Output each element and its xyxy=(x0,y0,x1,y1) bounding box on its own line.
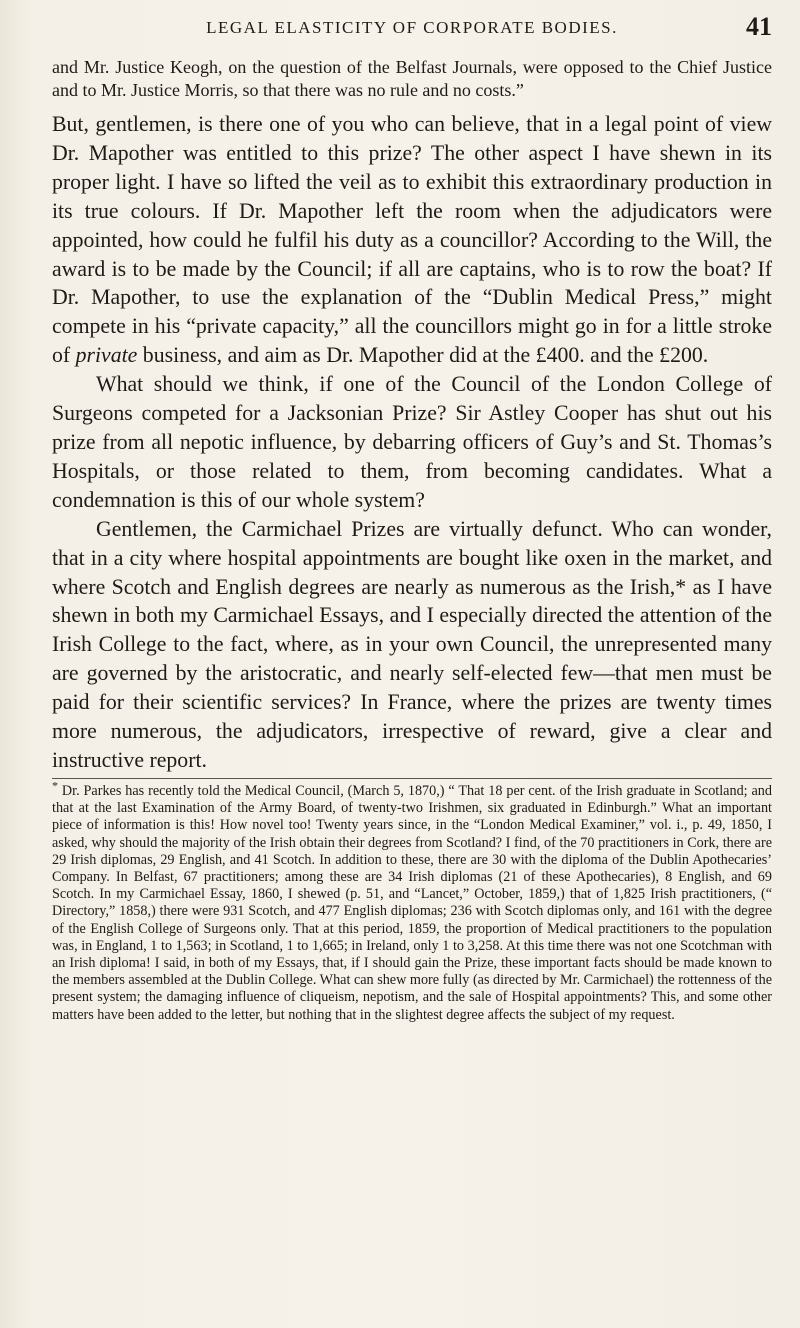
footnote-rule xyxy=(52,778,772,779)
footnote-text: Dr. Parkes has recently told the Medical Council, (March 5, 1870,) “ That 18 per cent. of the Irish graduate in Scotland; and that at the last Examination of the Army Board, of twenty-two Irishmen, six graduated in Edinburgh.” What an important piece of information is this! How novel too! Twenty years since, in the “London Medical Examiner,” vol. i., p. 49, 1850, I asked, why should the majority of the Irish obtain their degrees from Scotland? I find, of the 70 practitioners in Cork, there are 29 Irish diplomas, 29 English, and 41 Scotch. In addition to these, there are 30 with the diploma of the Dublin Apothecaries’ Company. In Belfast, 67 practitioners; among these are 34 Irish diplomas (21 of these Apothecaries), 8 English, and 69 Scotch. In my Carmichael Essay, 1860, I shewed (p. 51, and “Lancet,” October, 1859,) that of 1,825 Irish practitioners, (“ Directory,” 1858,) there were 931 Scotch, and 477 English diplomas; 236 with Scotch diplomas only, and 161 with the degree of the English College of Surgeons only. That at this period, 1859, the proportion of Medical practitioners to the population was, in England, 1 to 1,563; in Scotland, 1 to 1,665; in Ireland, only 1 to 3,258. At this time there was not one Scotchman with an Irish diploma! I said, in both of my Essays, that, if I should gain the Prize, these important facts should be made known to the members assembled at the Dublin College. What can shew more fully (as directed by Mr. Carmichael) the rottenness of the present system; the damaging influence of cliqueism, nepotism, and the sale of Hospital appointments? This, and some other matters have been added to the letter, but nothing that in the slightest degree affects the subject of my request. xyxy=(52,783,772,1023)
paragraph-text-end: business, and aim as Dr. Mapother did at the £400. and the £200. xyxy=(137,343,709,368)
page-number: 41 xyxy=(746,12,772,41)
footnote xyxy=(52,778,772,1024)
footnote-mark: * xyxy=(52,778,58,793)
paragraph-london-college xyxy=(52,370,772,515)
body-text xyxy=(52,56,772,775)
paragraph-text: But, gentlemen, is there one of you who can believe, that in a legal point of view Dr. Mapother was entitled to this prize? The other aspect I have shewn in its proper light. I have so lifted the veil as to exhibit this extraordinary production in its true colours. If Dr. Mapother left the room when the adjudicators were appointed, how could he fulfil his duty as a councillor? According to the Will, the award is to be made by the Council; if all are captains, who is to row the boat? If Dr. Mapother, to use the explanation of the “Dublin Medical Press,” might compete in his “private capacity,” all the councillors might go in for a little stroke of xyxy=(52,112,772,368)
paragraph-prize-question xyxy=(52,110,772,370)
continued-quote-paragraph: and Mr. Justice Keogh, on the question of the Belfast Journals, were opposed to the Chief Justice and to Mr. Justice Morris, so that there was no rule and no costs.” xyxy=(52,57,772,100)
running-head: LEGAL ELASTICITY OF CORPORATE BODIES. xyxy=(206,18,618,37)
paragraph-text: Gentlemen, the Carmichael Prizes are virtually defunct. Who can wonder, that in a city where hospital appointments are bought like oxen in the market, and where Scotch and English degrees are nearly as numerous as the Irish,* as I have shewn in both my Carmichael Essays, and I especially directed the attention of the Irish College to the fact, where, as in your own Council, the unrepresented many are governed by the aristocratic, and nearly self-elected few—that men must be paid for their scientific services? In France, where the prizes are twenty times more numerous, the adjudicators, irrespective of reward, give a clear and instructive report. xyxy=(52,516,772,772)
paragraph-text: What should we think, if one of the Council of the London College of Surgeons competed for a Jacksonian Prize? Sir Astley Cooper has shut out his prize from all nepotic influence, by debarring officers of Guy’s and St. Thomas’s Hospitals, or those related to them, from becoming candidates. What a condemnation is this of our whole system? xyxy=(52,372,772,512)
paragraph-carmichael-prizes xyxy=(52,515,772,775)
page-header xyxy=(52,12,772,48)
emphasis-private: private xyxy=(75,343,138,368)
